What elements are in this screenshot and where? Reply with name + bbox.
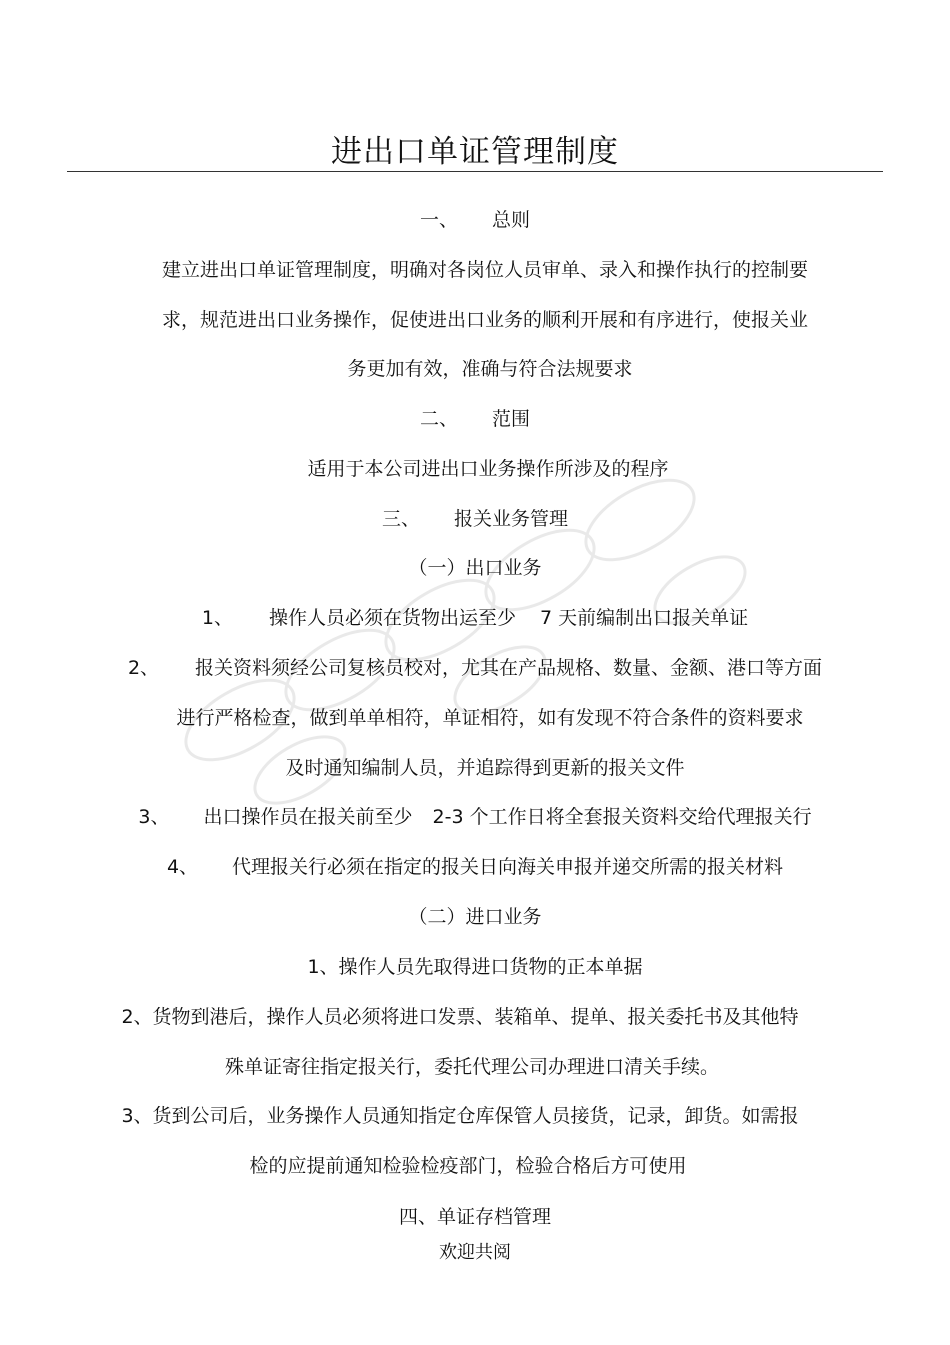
paragraph-line: 及时通知编制人员，并追踪得到更新的报关文件 xyxy=(285,757,685,779)
export-item-1 xyxy=(0,606,950,630)
footer-text: 欢迎共阅 xyxy=(439,1242,511,1263)
section-title: 报关业务管理 xyxy=(454,508,569,530)
paragraph-line: 进行严格检查，做到单单相符，单证相符，如有发现不符合条件的资料要求 xyxy=(176,707,804,729)
section-number: 三、 xyxy=(381,508,420,530)
paragraph-line: 建立进出口单证管理制度，明确对各岗位人员审单、录入和操作执行的控制要 xyxy=(161,259,808,281)
section-heading-3 xyxy=(0,507,950,531)
section-heading-4: 四、单证存档管理 xyxy=(398,1206,551,1228)
item-number: 4、 xyxy=(166,856,199,878)
import-item-3: 3、货到公司后，业务操作人员通知指定仓库保管人员接货，记录，卸货。如需报 xyxy=(121,1105,799,1127)
item-text: 7 天前编制出口报关单证 xyxy=(539,607,749,629)
item-text: 代理报关行必须在指定的报关日向海关申报并递交所需的报关材料 xyxy=(232,856,784,878)
item-number: 3、 xyxy=(138,806,170,828)
subsection-heading-export: （一）出口业务 xyxy=(408,557,542,579)
item-number: 2、 xyxy=(127,657,160,679)
paragraph-line: 殊单证寄往指定报关行，委托代理公司办理进口清关手续。 xyxy=(224,1056,719,1078)
paragraph-line: 求，规范进出口业务操作，促使进出口业务的顺利开展和有序进行，使报关业 xyxy=(161,309,808,331)
item-text: 出口操作员在报关前至少 xyxy=(203,806,413,828)
item-text: 2-3 个工作日将全套报关资料交给代理报关行 xyxy=(432,806,812,828)
section-title: 总则 xyxy=(492,209,531,231)
item-text: 报关资料须经公司复核员校对，尤其在产品规格、数量、金额、港口等方面 xyxy=(195,657,823,679)
document-title: 进出口单证管理制度 xyxy=(331,134,619,170)
item-number: 1、 xyxy=(201,607,233,629)
subsection-heading-import: （二）进口业务 xyxy=(408,906,542,928)
section-number: 一、 xyxy=(419,209,458,231)
paragraph-line: 检的应提前通知检验检疫部门，检验合格后方可使用 xyxy=(249,1155,687,1177)
export-item-3 xyxy=(0,805,950,829)
section-heading-2 xyxy=(0,407,950,431)
item-text: 操作人员必须在货物出运至少 xyxy=(268,607,516,629)
import-item-1: 1、操作人员先取得进口货物的正本单据 xyxy=(307,956,643,978)
section-heading-1 xyxy=(0,208,950,232)
paragraph-line: 务更加有效，准确与符合法规要求 xyxy=(347,358,633,380)
section-title: 范围 xyxy=(492,408,531,430)
import-item-2: 2、货物到港后，操作人员必须将进口发票、装箱单、提单、报关委托书及其他特 xyxy=(121,1006,799,1028)
section-number: 二、 xyxy=(419,408,458,430)
paragraph-line: 适用于本公司进出口业务操作所涉及的程序 xyxy=(307,458,669,480)
export-item-4 xyxy=(0,855,950,879)
export-item-2 xyxy=(0,656,950,680)
title-divider xyxy=(67,171,883,172)
